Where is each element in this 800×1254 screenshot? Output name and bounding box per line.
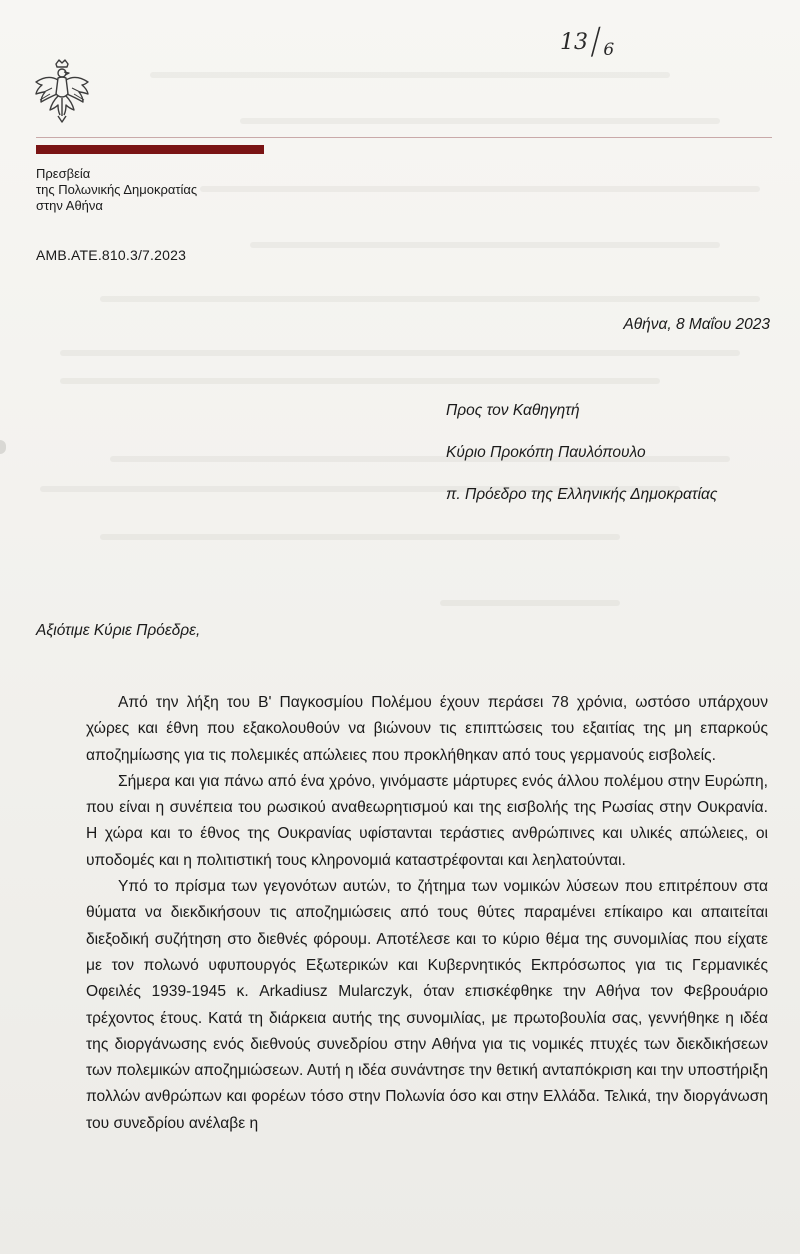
white-eagle-emblem-icon xyxy=(30,58,94,128)
embassy-country: της Πολωνικής Δημοκρατίας xyxy=(36,182,198,197)
handwritten-slash: / xyxy=(591,22,601,63)
body-paragraph: Σήμερα και για πάνω από ένα χρόνο, γινόμαστε μάρτυρες ενός άλλου πολέμου στην Ευρώπη, που είναι η συνέπεια του ρωσικού αναθεωρητισμού και της εισβολής της Ρωσίας στην Ουκρανία. Η χώρα και το έθνος της Ουκρανίας υφίστανται τεράστιες ανθρώπινες και υλικές απώλειες, οι υποδομές και η πολιτιστική τους κληρονομιά καταστρέφονται και λεηλατούνται. xyxy=(86,772,768,869)
letter-body xyxy=(86,690,768,1137)
punch-hole xyxy=(0,440,6,454)
show-through xyxy=(100,296,760,302)
handwritten-page-note xyxy=(560,22,615,63)
addressee-name: Κύριο Προκόπη Παυλόπουλο xyxy=(446,444,646,461)
salutation: Αξιότιμε Κύριε Πρόεδρε, xyxy=(36,622,201,639)
addressee-position: π. Πρόεδρο της Ελληνικής Δημοκρατίας xyxy=(446,486,718,503)
show-through xyxy=(240,118,720,124)
show-through xyxy=(440,600,620,606)
handwritten-number: 6 xyxy=(603,40,615,60)
body-paragraph: Από την λήξη του Β' Παγκοσμίου Πολέμου έχουν περάσει 78 χρόνια, ωστόσο υπάρχουν χώρες και έθνη που εξακολουθούν να βιώνουν τις επιπτώσεις του εξαιτίας της μη επαρκούς αποζημίωσης για τις πολεμικές απώλειες που προκλήθηκαν από τους γερμανούς εισβολείς. xyxy=(86,694,768,764)
letterhead-text xyxy=(36,166,197,214)
letterhead-accent-bar xyxy=(36,145,264,154)
embassy-city: στην Αθήνα xyxy=(36,198,103,213)
handwritten-number: 13 xyxy=(560,30,588,55)
show-through xyxy=(250,242,720,248)
show-through xyxy=(150,72,670,78)
embassy-name: Πρεσβεία xyxy=(36,166,91,181)
show-through xyxy=(60,350,740,356)
letter-date: Αθήνα, 8 Μαΐου 2023 xyxy=(623,316,770,333)
addressee-title: Προς τον Καθηγητή xyxy=(446,402,580,419)
show-through xyxy=(200,186,760,192)
body-paragraph: Υπό το πρίσμα των γεγονότων αυτών, το ζήτημα των νομικών λύσεων που επιτρέπουν στα θύματα να διεκδικήσουν τις αποζημιώσεις από τους θύτες παραμένει επίκαιρο και απαιτείται διεξοδική συζήτηση στο διεθνές φόρουμ. Αποτέλεσε και το κύριο θέμα της συνομιλίας που είχατε με τον πολωνό υφυπουργός Εξωτερικών και Κυβερνητικός Εκπρόσωπος για τις Γερμανικές Οφειλές 1939-1945 κ. Arkadiusz Mularczyk, όταν επισκέφθηκε την Αθήνα τον Φεβρουάριο τρέχοντος έτους. Κατά τη διάρκεια αυτής της συνομιλίας, με πρωτοβουλία σας, γεννήθηκε η ιδέα της διοργάνωσης ενός διεθνούς συνεδρίου στην Αθήνα για τις νομικές πτυχές των διεκδικήσεων των πολεμικών αποζημιώσεων. Αυτή η ιδέα συνάντησε την θετική ανταπόκριση και την υποστήριξη πολλών ανθρώπων και φορέων τόσο στην Πολωνία όσο και στην Ελλάδα. Τελικά, την διοργάνωση του συνεδρίου ανέλαβε η xyxy=(86,878,768,1132)
show-through xyxy=(100,534,620,540)
reference-number: AMB.ATE.810.3/7.2023 xyxy=(36,247,187,263)
show-through xyxy=(60,378,660,384)
letterhead-divider xyxy=(36,137,772,138)
